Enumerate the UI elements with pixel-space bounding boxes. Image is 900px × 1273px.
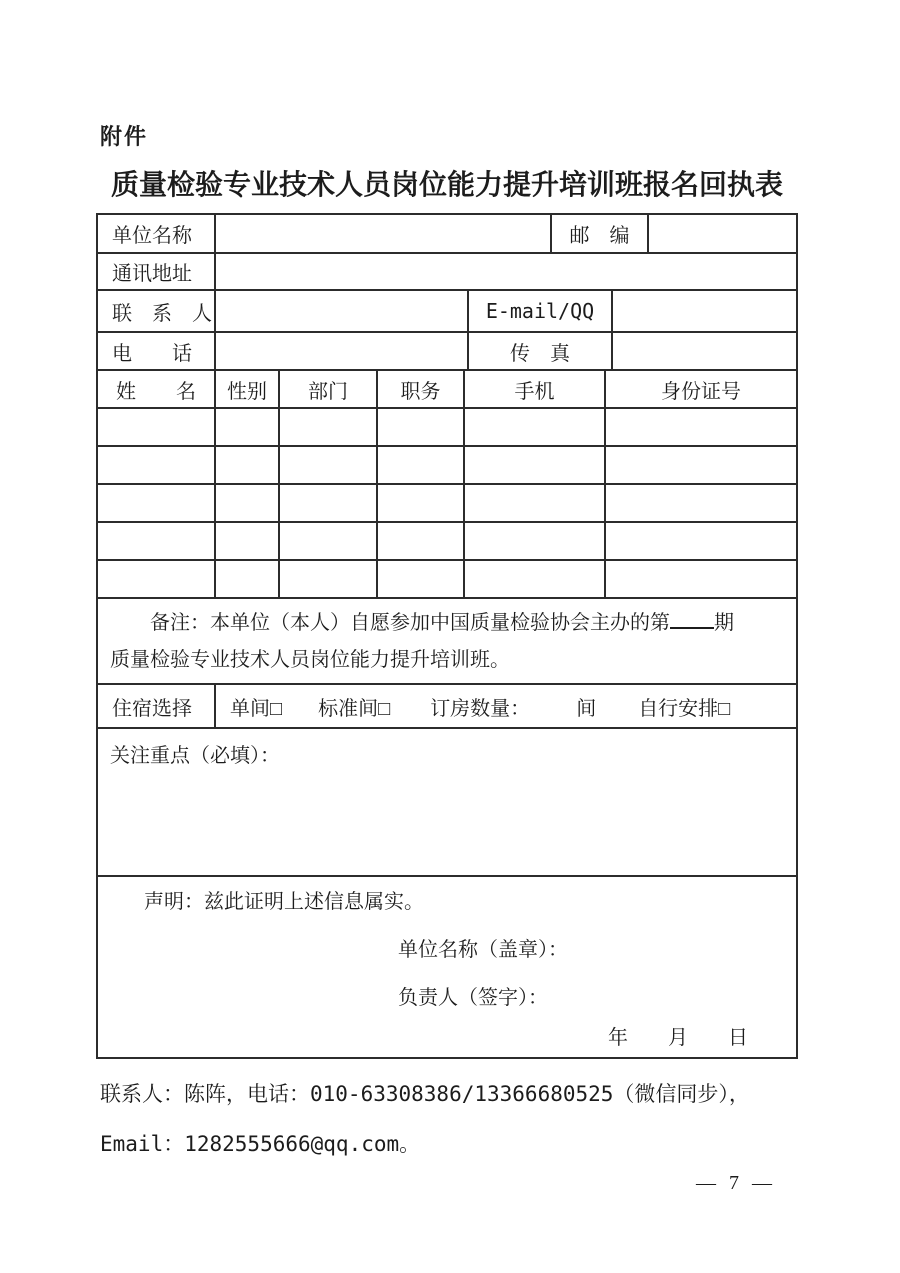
page-number: — 7 — <box>696 1172 776 1194</box>
roster-header-id-number: 身份证号 <box>661 380 741 403</box>
unit-seal-label: 单位名称（盖章）： <box>398 939 568 961</box>
unit-name-row <box>98 215 796 254</box>
fax-input-cell <box>613 333 796 369</box>
contact-input-cell <box>216 291 469 331</box>
date-line: 年 月 日 <box>608 1027 748 1049</box>
remarks-line2: 质量检验专业技术人员岗位能力提升培训班。 <box>110 649 510 671</box>
phone-label: 电 话 <box>98 333 216 369</box>
declaration-cell <box>98 877 796 1057</box>
registration-table <box>96 213 798 1059</box>
attachment-label: 附件 <box>100 124 149 149</box>
roster-header-department: 部门 <box>280 371 378 407</box>
unit-name-label: 单位名称 <box>98 215 216 252</box>
remarks-row <box>98 599 796 685</box>
email-qq-label: E-mail/QQ <box>469 291 613 331</box>
single-room-option: 单间□ <box>230 697 283 720</box>
roster-header-name: 姓 名 <box>98 371 216 407</box>
accommodation-row <box>98 685 796 729</box>
roster-empty-row <box>98 409 796 447</box>
address-input-cell <box>216 254 796 289</box>
phone-row <box>98 333 796 371</box>
quantity-unit-label: 间 <box>576 697 597 720</box>
standard-room-option: 标准间□ <box>318 697 391 720</box>
fax-label: 传 真 <box>469 333 613 369</box>
declaration-statement: 声明：兹此证明上述信息属实。 <box>144 891 424 913</box>
signer-label: 负责人（签字）： <box>398 987 548 1009</box>
postal-code-input-cell <box>649 215 796 252</box>
email-qq-input-cell <box>613 291 796 331</box>
roster-empty-row <box>98 447 796 485</box>
roster-header-gender: 性别 <box>216 371 280 407</box>
unit-name-input-cell <box>216 215 552 252</box>
declaration-row <box>98 877 796 1057</box>
focus-row <box>98 729 796 877</box>
session-number-blank <box>670 607 714 629</box>
address-row <box>98 254 796 291</box>
roster-header-mobile: 手机 <box>465 371 606 407</box>
address-label: 通讯地址 <box>98 254 216 289</box>
remarks-cell <box>98 599 796 683</box>
roster-empty-row <box>98 561 796 599</box>
roster-header-position: 职务 <box>378 371 465 407</box>
contact-label: 联 系 人 <box>98 291 216 331</box>
remarks-line1: 备注：本单位（本人）自愿参加中国质量检验协会主办的第 期 <box>110 605 782 642</box>
form-title: 质量检验专业技术人员岗位能力提升培训班报名回执表 <box>110 169 783 200</box>
self-arrange-option: 自行安排□ <box>638 697 731 720</box>
roster-empty-row <box>98 523 796 561</box>
footer-contact-line: 联系人：陈阵，电话：010-63308386/13366680525（微信同步）， <box>100 1082 750 1106</box>
accommodation-options <box>216 685 796 727</box>
contact-row <box>98 291 796 333</box>
accommodation-label: 住宿选择 <box>98 685 216 727</box>
phone-input-cell <box>216 333 469 369</box>
postal-code-label: 邮 编 <box>552 215 649 252</box>
roster-empty-row <box>98 485 796 523</box>
roster-header-row <box>98 371 796 409</box>
focus-points-cell: 关注重点（必填）： <box>110 745 280 767</box>
booking-quantity-label: 订房数量： <box>430 697 531 720</box>
footer-email-line: Email：1282555666@qq.com。 <box>100 1132 421 1156</box>
